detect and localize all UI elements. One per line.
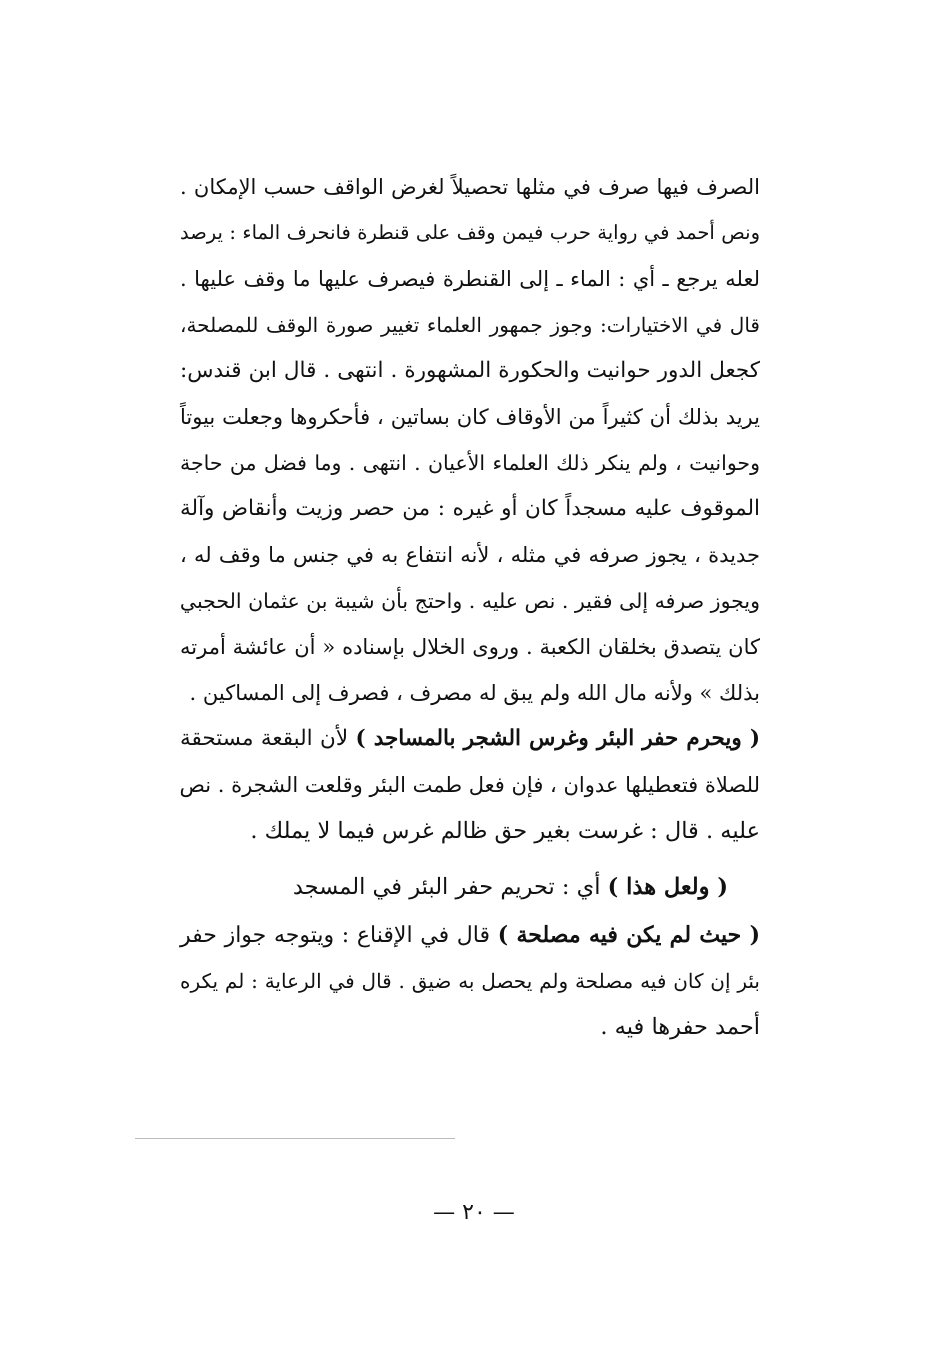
paragraph-where-no-benefit <box>180 912 760 1050</box>
text-line: الصرف فيها صرف في مثلها تحصيلاً لغرض الواقف حسب الإمكان . <box>180 175 760 199</box>
text-line: كان يتصدق بخلقان الكعبة . وروى الخلال بإسناده « أن عائشة أمرته <box>180 635 760 659</box>
text-line: ( ولعل هذا ) أي : تحريم حفر البئر في المسجد <box>292 874 728 900</box>
text-line: عليه . قال : غرست بغير حق ظالم غرس فيما لا يملك . <box>250 818 760 844</box>
paragraph-waqf-surplus <box>180 164 760 716</box>
text-line: ( ويحرم حفر البئر وغرس الشجر بالمساجد ) لأن البقعة مستحقة <box>180 726 760 751</box>
text-line: جديدة ، يجوز صرفه في مثله ، لأنه انتفاع به في جنس ما وقف له ، <box>180 543 760 567</box>
bold-heading-phrase: ( ولعل هذا ) <box>607 874 728 900</box>
text-line: للصلاة فتعطيلها عدوان ، فإن فعل طمت البئر وقلعت الشجرة . نص <box>179 773 760 797</box>
text-line: لعله يرجع ـ أي : الماء ـ إلى القنطرة فيصرف عليها ما وقف عليها . <box>180 267 760 291</box>
bold-heading-phrase: ( ويحرم حفر البئر وغرس الشجر بالمساجد ) <box>355 726 760 751</box>
text-line: بئر إن كان فيه مصلحة ولم يحصل به ضيق . قال في الرعاية : لم يكره <box>180 969 760 993</box>
paragraph-well-digging-prohibition <box>180 716 760 854</box>
paragraph-perhaps-this <box>180 864 760 910</box>
page-number: — ٢٠ — <box>433 1200 515 1225</box>
text-line: بذلك » ولأنه مال الله ولم يبق له مصرف ، فصرف إلى المساكين . <box>189 681 760 705</box>
text-line: أحمد حفرها فيه . <box>600 1014 760 1040</box>
text-line: ( حيث لم يكن فيه مصلحة ) قال في الإقناع : ويتوجه جواز حفر <box>180 922 760 948</box>
footer-divider <box>135 1138 455 1139</box>
bold-heading-phrase: ( حيث لم يكن فيه مصلحة ) <box>497 922 760 948</box>
text-line: الموقوف عليه مسجداً كان أو غيره : من حصر وزيت وأنقاض وآلة <box>180 496 760 521</box>
text-line: كجعل الدور حوانيت والحكورة المشهورة . انتهى . قال ابن قندس: <box>180 358 760 383</box>
text-line: يريد بذلك أن كثيراً من الأوقاف كان بساتين ، فأحكروها وجعلت بيوتاً <box>180 405 760 429</box>
text-line: ويجوز صرفه إلى فقير . نص عليه . واحتج بأن شيبة بن عثمان الحجبي <box>179 589 760 613</box>
text-line: وحوانيت ، ولم ينكر ذلك العلماء الأعيان . انتهى . وما فضل من حاجة <box>180 451 760 475</box>
text-line: قال في الاختيارات: وجوز جمهور العلماء تغيير صورة الوقف للمصلحة، <box>180 313 760 337</box>
text-line: ونص أحمد في رواية حرب فيمن وقف على قنطرة فانحرف الماء : يرصد <box>180 221 760 244</box>
